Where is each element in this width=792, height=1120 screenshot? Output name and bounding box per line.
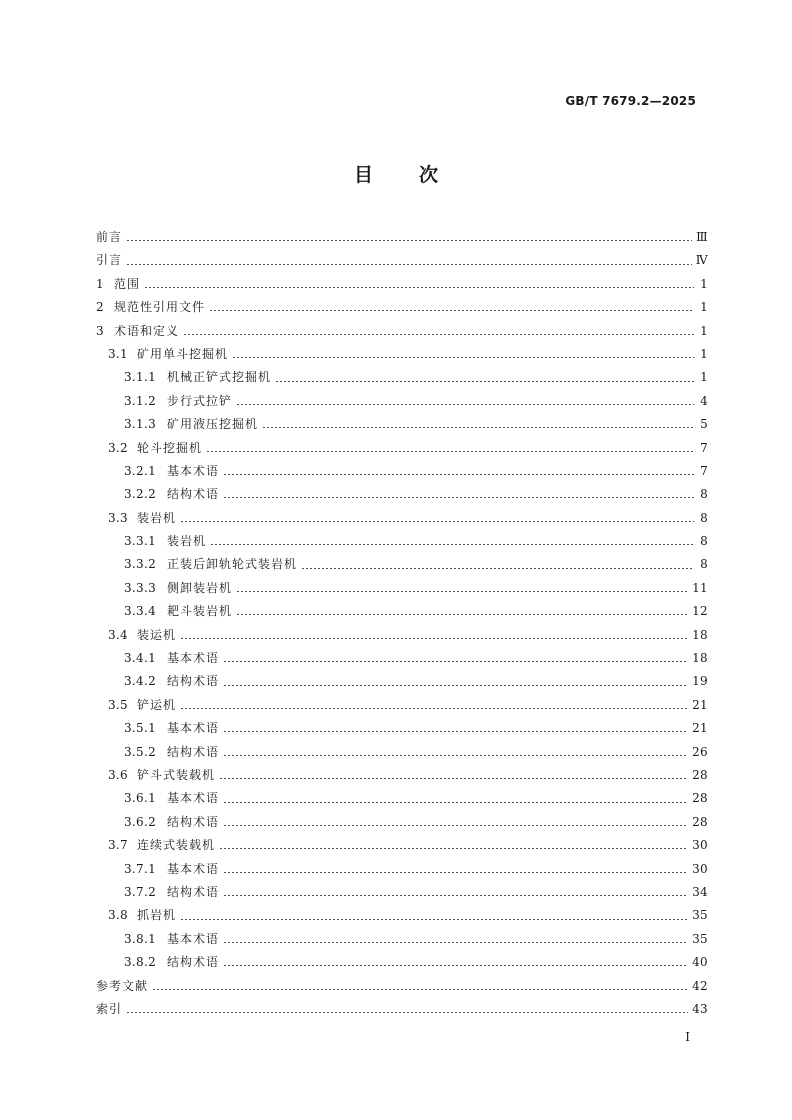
toc-entry[interactable] bbox=[96, 390, 708, 413]
toc-entry[interactable] bbox=[96, 764, 708, 787]
toc-entry-label: 结构术语 bbox=[167, 884, 220, 899]
toc-entry-label: 铲斗式装载机 bbox=[137, 767, 216, 782]
toc-dot-leader bbox=[144, 287, 694, 288]
toc-dot-leader bbox=[262, 427, 694, 428]
toc-entry[interactable] bbox=[96, 530, 708, 553]
toc-dot-leader bbox=[180, 919, 688, 920]
toc-dot-leader bbox=[206, 451, 694, 452]
toc-entry[interactable] bbox=[96, 600, 708, 623]
toc-entry-page: 8 bbox=[700, 487, 708, 502]
toc-entry-page: 28 bbox=[692, 767, 708, 782]
toc-dot-leader bbox=[126, 1012, 688, 1013]
toc-entry[interactable] bbox=[96, 273, 708, 296]
toc-entry-number: 3.2 bbox=[108, 440, 128, 455]
toc-entry-number: 3.3 bbox=[108, 510, 128, 525]
toc-entry[interactable] bbox=[96, 998, 708, 1021]
toc-entry-number: 3.1.3 bbox=[124, 417, 157, 432]
page-number: Ⅰ bbox=[685, 1030, 690, 1044]
toc-entry-label: 参考文献 bbox=[96, 978, 149, 993]
toc-entry-page: 19 bbox=[692, 674, 708, 689]
toc-dot-leader bbox=[180, 521, 694, 522]
toc-entry-label: 矿用液压挖掘机 bbox=[167, 417, 259, 432]
toc-entry-page: 8 bbox=[700, 534, 708, 549]
toc-entry[interactable] bbox=[96, 483, 708, 506]
toc-entry-label: 范围 bbox=[114, 276, 141, 291]
toc-entry-label: 规范性引用文件 bbox=[114, 300, 206, 315]
toc-dot-leader bbox=[223, 872, 688, 873]
toc-entry-number: 3.8 bbox=[108, 908, 128, 923]
toc-title-part1: 目 bbox=[353, 164, 373, 186]
toc-entry[interactable] bbox=[96, 741, 708, 764]
toc-dot-leader bbox=[223, 942, 688, 943]
toc-entry-number: 3.7.1 bbox=[124, 861, 157, 876]
toc-entry-page: Ⅳ bbox=[695, 253, 708, 268]
toc-entry[interactable] bbox=[96, 507, 708, 530]
toc-entry-label: 引言 bbox=[96, 253, 123, 268]
toc-dot-leader bbox=[236, 591, 688, 592]
toc-entry-label: 基本术语 bbox=[167, 791, 220, 806]
toc-entry-number: 3.5 bbox=[108, 697, 128, 712]
toc-dot-leader bbox=[223, 731, 688, 732]
toc-dot-leader bbox=[180, 708, 688, 709]
toc-title-part2: 次 bbox=[419, 164, 439, 186]
toc-dot-leader bbox=[236, 404, 694, 405]
toc-dot-leader bbox=[223, 474, 694, 475]
toc-entry[interactable] bbox=[96, 834, 708, 857]
toc-dot-leader bbox=[209, 310, 694, 311]
toc-entry-number: 3.6.1 bbox=[124, 791, 157, 806]
toc-entry[interactable] bbox=[96, 249, 708, 272]
toc-dot-leader bbox=[223, 497, 694, 498]
toc-entry-page: 18 bbox=[692, 651, 708, 666]
toc-entry-number: 3.3.2 bbox=[124, 557, 157, 572]
toc-entry-number: 3.3.4 bbox=[124, 604, 157, 619]
toc-dot-leader bbox=[210, 544, 694, 545]
toc-entry-page: 18 bbox=[692, 627, 708, 642]
toc-entry-number: 3.8.2 bbox=[124, 955, 157, 970]
toc-dot-leader bbox=[223, 685, 688, 686]
toc-dot-leader bbox=[219, 778, 688, 779]
toc-entry-label: 前言 bbox=[96, 230, 123, 244]
toc-entry-page: 40 bbox=[692, 955, 708, 970]
toc-entry-label: 轮斗挖掘机 bbox=[137, 440, 203, 455]
toc-dot-leader bbox=[236, 614, 688, 615]
toc-entry-page: 7 bbox=[700, 440, 708, 455]
toc-entry-label: 矿用单斗挖掘机 bbox=[137, 346, 229, 361]
toc-entry-label: 基本术语 bbox=[167, 721, 220, 736]
toc-entry[interactable] bbox=[96, 437, 708, 460]
toc-entry-number: 3.6.2 bbox=[124, 814, 157, 829]
toc-dot-leader bbox=[126, 240, 692, 241]
toc-entry-page: 11 bbox=[692, 580, 708, 595]
toc-entry-number: 3 bbox=[96, 323, 104, 338]
toc-entry-label: 基本术语 bbox=[167, 931, 220, 946]
toc-entry-page: 1 bbox=[700, 300, 708, 315]
toc-entry-page: 1 bbox=[700, 323, 708, 338]
toc-entry-number: 3.4.2 bbox=[124, 674, 157, 689]
toc-entry-page: 30 bbox=[692, 861, 708, 876]
toc-entry-page: 7 bbox=[700, 463, 708, 478]
toc-entry[interactable] bbox=[96, 647, 708, 670]
toc-entry-label: 侧卸装岩机 bbox=[167, 580, 233, 595]
toc-entry[interactable] bbox=[96, 296, 708, 319]
toc-entry[interactable] bbox=[96, 624, 708, 647]
toc-entry-number: 3.1 bbox=[108, 346, 128, 361]
toc-entry-label: 抓岩机 bbox=[137, 908, 177, 923]
toc-entry-number: 3.1.2 bbox=[124, 393, 157, 408]
toc-entry-page: 4 bbox=[700, 393, 708, 408]
toc-entry-label: 术语和定义 bbox=[114, 323, 180, 338]
toc-entry-label: 装运机 bbox=[137, 627, 177, 642]
toc-entry[interactable] bbox=[96, 694, 708, 717]
toc-entry-number: 3.1.1 bbox=[124, 370, 157, 385]
toc-dot-leader bbox=[223, 825, 688, 826]
toc-entry-number: 3.3.3 bbox=[124, 580, 157, 595]
toc-entry-number: 3.8.1 bbox=[124, 931, 157, 946]
toc-dot-leader bbox=[219, 848, 688, 849]
toc-entry[interactable] bbox=[96, 226, 708, 249]
toc-entry[interactable] bbox=[96, 460, 708, 483]
toc-entry-number: 3.7.2 bbox=[124, 884, 157, 899]
toc-entry[interactable] bbox=[96, 881, 708, 904]
toc-entry-label: 耙斗装岩机 bbox=[167, 604, 233, 619]
toc-entry-number: 3.5.2 bbox=[124, 744, 157, 759]
toc-entry[interactable] bbox=[96, 928, 708, 951]
toc-entry-number: 3.2.2 bbox=[124, 487, 157, 502]
toc-entry-page: 21 bbox=[692, 697, 708, 712]
toc-entry-label: 步行式拉铲 bbox=[167, 393, 233, 408]
toc-entry-page: 42 bbox=[692, 978, 708, 993]
toc-entry-label: 基本术语 bbox=[167, 651, 220, 666]
toc-entry-page: 12 bbox=[692, 604, 708, 619]
table-of-contents bbox=[96, 226, 708, 1021]
toc-entry-page: 30 bbox=[692, 838, 708, 853]
toc-entry[interactable] bbox=[96, 975, 708, 998]
toc-entry-label: 装岩机 bbox=[167, 534, 207, 549]
toc-entry-label: 装岩机 bbox=[137, 510, 177, 525]
toc-entry-number: 3.2.1 bbox=[124, 463, 157, 478]
toc-entry-label: 结构术语 bbox=[167, 744, 220, 759]
document-code: GB/T 7679.2—2025 bbox=[565, 94, 696, 108]
toc-entry-number: 3.7 bbox=[108, 838, 128, 853]
toc-entry-page: 28 bbox=[692, 791, 708, 806]
toc-entry-page: 1 bbox=[700, 370, 708, 385]
toc-entry-number: 3.4 bbox=[108, 627, 128, 642]
toc-entry-page: 5 bbox=[700, 417, 708, 432]
toc-dot-leader bbox=[223, 661, 688, 662]
toc-entry[interactable] bbox=[96, 553, 708, 576]
toc-entry[interactable] bbox=[96, 811, 708, 834]
toc-entry-page: 35 bbox=[692, 931, 708, 946]
toc-dot-leader bbox=[232, 357, 694, 358]
toc-entry-label: 连续式装载机 bbox=[137, 838, 216, 853]
toc-entry[interactable] bbox=[96, 670, 708, 693]
toc-dot-leader bbox=[223, 965, 688, 966]
toc-entry-number: 2 bbox=[96, 300, 104, 315]
toc-dot-leader bbox=[183, 334, 694, 335]
toc-entry-page: 34 bbox=[692, 884, 708, 899]
toc-entry-number: 3.4.1 bbox=[124, 651, 157, 666]
toc-entry-page: Ⅲ bbox=[696, 230, 708, 244]
toc-entry-number: 3.5.1 bbox=[124, 721, 157, 736]
toc-title bbox=[0, 160, 792, 187]
toc-dot-leader bbox=[223, 755, 688, 756]
toc-entry-page: 1 bbox=[700, 346, 708, 361]
toc-entry[interactable] bbox=[96, 320, 708, 343]
toc-entry-page: 26 bbox=[692, 744, 708, 759]
toc-dot-leader bbox=[126, 264, 692, 265]
toc-entry[interactable] bbox=[96, 858, 708, 881]
toc-entry[interactable] bbox=[96, 577, 708, 600]
toc-dot-leader bbox=[152, 989, 688, 990]
toc-dot-leader bbox=[275, 381, 694, 382]
toc-entry-page: 21 bbox=[692, 721, 708, 736]
toc-entry-number: 1 bbox=[96, 276, 104, 291]
toc-entry[interactable] bbox=[96, 951, 708, 974]
toc-dot-leader bbox=[223, 895, 688, 896]
toc-entry-label: 基本术语 bbox=[167, 861, 220, 876]
toc-dot-leader bbox=[223, 802, 688, 803]
toc-entry-label: 结构术语 bbox=[167, 487, 220, 502]
toc-dot-leader bbox=[301, 568, 694, 569]
toc-dot-leader bbox=[180, 638, 688, 639]
toc-entry-number: 3.6 bbox=[108, 767, 128, 782]
toc-entry-page: 43 bbox=[692, 1001, 708, 1016]
toc-entry-label: 结构术语 bbox=[167, 674, 220, 689]
toc-entry-page: 8 bbox=[700, 510, 708, 525]
toc-entry-label: 铲运机 bbox=[137, 697, 177, 712]
toc-entry[interactable] bbox=[96, 413, 708, 436]
toc-entry-label: 索引 bbox=[96, 1001, 123, 1016]
toc-entry-label: 结构术语 bbox=[167, 814, 220, 829]
toc-entry-label: 基本术语 bbox=[167, 463, 220, 478]
toc-entry-label: 结构术语 bbox=[167, 955, 220, 970]
toc-entry[interactable] bbox=[96, 366, 708, 389]
toc-entry-page: 1 bbox=[700, 276, 708, 291]
toc-entry[interactable] bbox=[96, 904, 708, 927]
toc-entry-page: 28 bbox=[692, 814, 708, 829]
toc-entry[interactable] bbox=[96, 343, 708, 366]
toc-entry-page: 8 bbox=[700, 557, 708, 572]
toc-entry-label: 机械正铲式挖掘机 bbox=[167, 370, 272, 385]
toc-entry-page: 35 bbox=[692, 908, 708, 923]
toc-entry-number: 3.3.1 bbox=[124, 534, 157, 549]
toc-entry[interactable] bbox=[96, 717, 708, 740]
toc-entry[interactable] bbox=[96, 787, 708, 810]
toc-entry-label: 正装后卸轨轮式装岩机 bbox=[167, 557, 298, 572]
